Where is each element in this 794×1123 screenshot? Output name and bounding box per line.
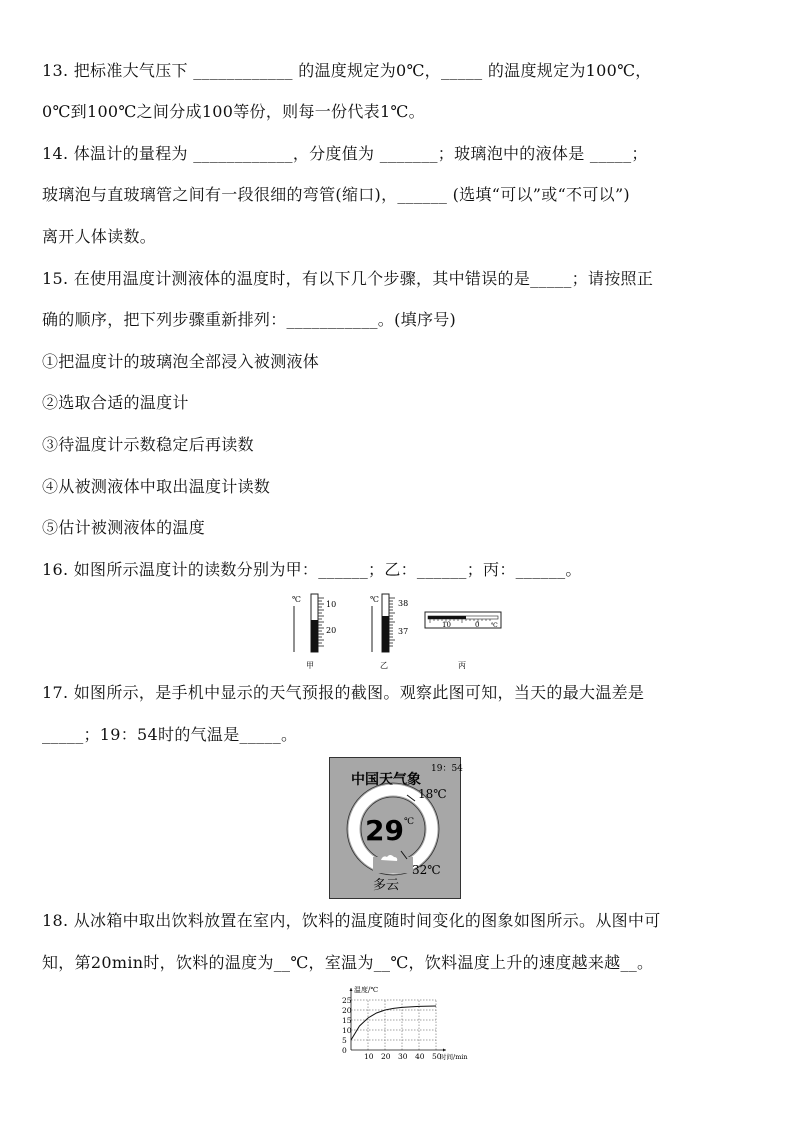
jia-label: 甲	[306, 661, 314, 670]
current-temp: 29	[365, 814, 404, 847]
q15-step-2: ②选取合适的温度计	[42, 393, 189, 412]
q18-line-1: 18. 从冰箱中取出饮料放置在室内，饮料的温度随时间变化的图象如图所示。从图中可	[42, 911, 661, 930]
y-axis-label: 温度/℃	[354, 986, 379, 994]
high-temp: 32℃	[412, 863, 441, 877]
weather-title: 中国天气象	[351, 772, 421, 788]
y-tick-label: 10	[342, 1026, 352, 1035]
y-tick-label: 15	[342, 1016, 352, 1025]
bing-unit: ℃	[491, 622, 498, 629]
y-tick-label: 0	[342, 1046, 347, 1055]
q15-step-5: ⑤估计被测液体的温度	[42, 518, 206, 537]
q16-line-1: 16. 如图所示温度计的读数分别为甲：______；乙：______；丙：______。	[42, 560, 582, 579]
q15-line-1: 15. 在使用温度计测液体的温度时，有以下几个步骤，其中错误的是_____；请按照正	[42, 269, 654, 288]
q15-step-4: ④从被测液体中取出温度计读数	[42, 477, 271, 496]
weather-figure	[329, 757, 461, 899]
bing-tick-left: 10	[442, 621, 451, 629]
x-tick-label: 50	[432, 1052, 442, 1061]
q17-line-2: _____；19：54时的气温是_____。	[42, 725, 298, 744]
jia-unit: ℃	[292, 595, 301, 604]
thermometer-yi	[370, 594, 408, 670]
y-tick-label: 25	[342, 996, 352, 1005]
yi-tick-top: 38	[398, 599, 409, 608]
x-tick-label: 30	[398, 1052, 408, 1061]
x-tick-label: 40	[415, 1052, 425, 1061]
thermometer-bing	[425, 612, 501, 670]
x-tick-label: 20	[381, 1052, 391, 1061]
bing-label: 丙	[458, 661, 466, 670]
current-temp-unit: ℃	[404, 817, 415, 827]
thermometers-figure	[282, 590, 512, 672]
y-tick-label: 20	[342, 1006, 352, 1015]
bing-tick-right: 0	[475, 621, 480, 629]
yi-label: 乙	[380, 661, 388, 670]
yi-tick-bottom: 37	[398, 627, 409, 636]
q18-line-2: 知，第20min时，饮料的温度为__℃，室温为__℃，饮料温度上升的速度越来越__。	[42, 953, 654, 972]
x-axis-label: 时间/min	[440, 1053, 468, 1061]
yi-unit: ℃	[370, 595, 379, 604]
q15-step-3: ③待温度计示数稳定后再读数	[42, 435, 254, 454]
x-tick-label: 10	[364, 1052, 374, 1061]
q14-line-1: 14. 体温计的量程为 ____________，分度值为 _______；玻璃泡中的液体是 _____；	[42, 144, 648, 163]
x-axis-arrow	[443, 1049, 446, 1052]
weather-time: 19：54	[431, 764, 463, 774]
q17-line-1: 17. 如图所示，是手机中显示的天气预报的截图。观察此图可知，当天的最大温差是	[42, 683, 645, 702]
q14-line-2: 玻璃泡与直玻璃管之间有一段很细的弯管(缩口)，______ (选填“可以”或“不可以”)	[42, 185, 630, 204]
q13-line-1: 13. 把标准大气压下 ____________ 的温度规定为0℃，_____ 的温度规定为100℃，	[42, 61, 652, 80]
jia-tick-bottom: 20	[326, 626, 337, 635]
jia-tick-top: 10	[326, 600, 337, 609]
q14-line-3: 离开人体读数。	[42, 227, 157, 246]
y-axis-arrow	[350, 988, 353, 991]
thermometer-jia	[292, 594, 336, 670]
weather-condition: 多云	[373, 878, 400, 893]
series-line	[351, 1006, 436, 1040]
q13-line-2: 0℃到100℃之间分成100等份，则每一份代表1℃。	[42, 102, 425, 121]
low-temp: 18℃	[418, 787, 447, 801]
q15-step-1: ①把温度计的玻璃泡全部浸入被测液体	[42, 352, 320, 371]
temperature-time-chart	[334, 984, 468, 1064]
q15-line-2: 确的顺序，把下列步骤重新排列：___________。(填序号)	[42, 310, 457, 329]
y-tick-label: 5	[342, 1036, 347, 1045]
